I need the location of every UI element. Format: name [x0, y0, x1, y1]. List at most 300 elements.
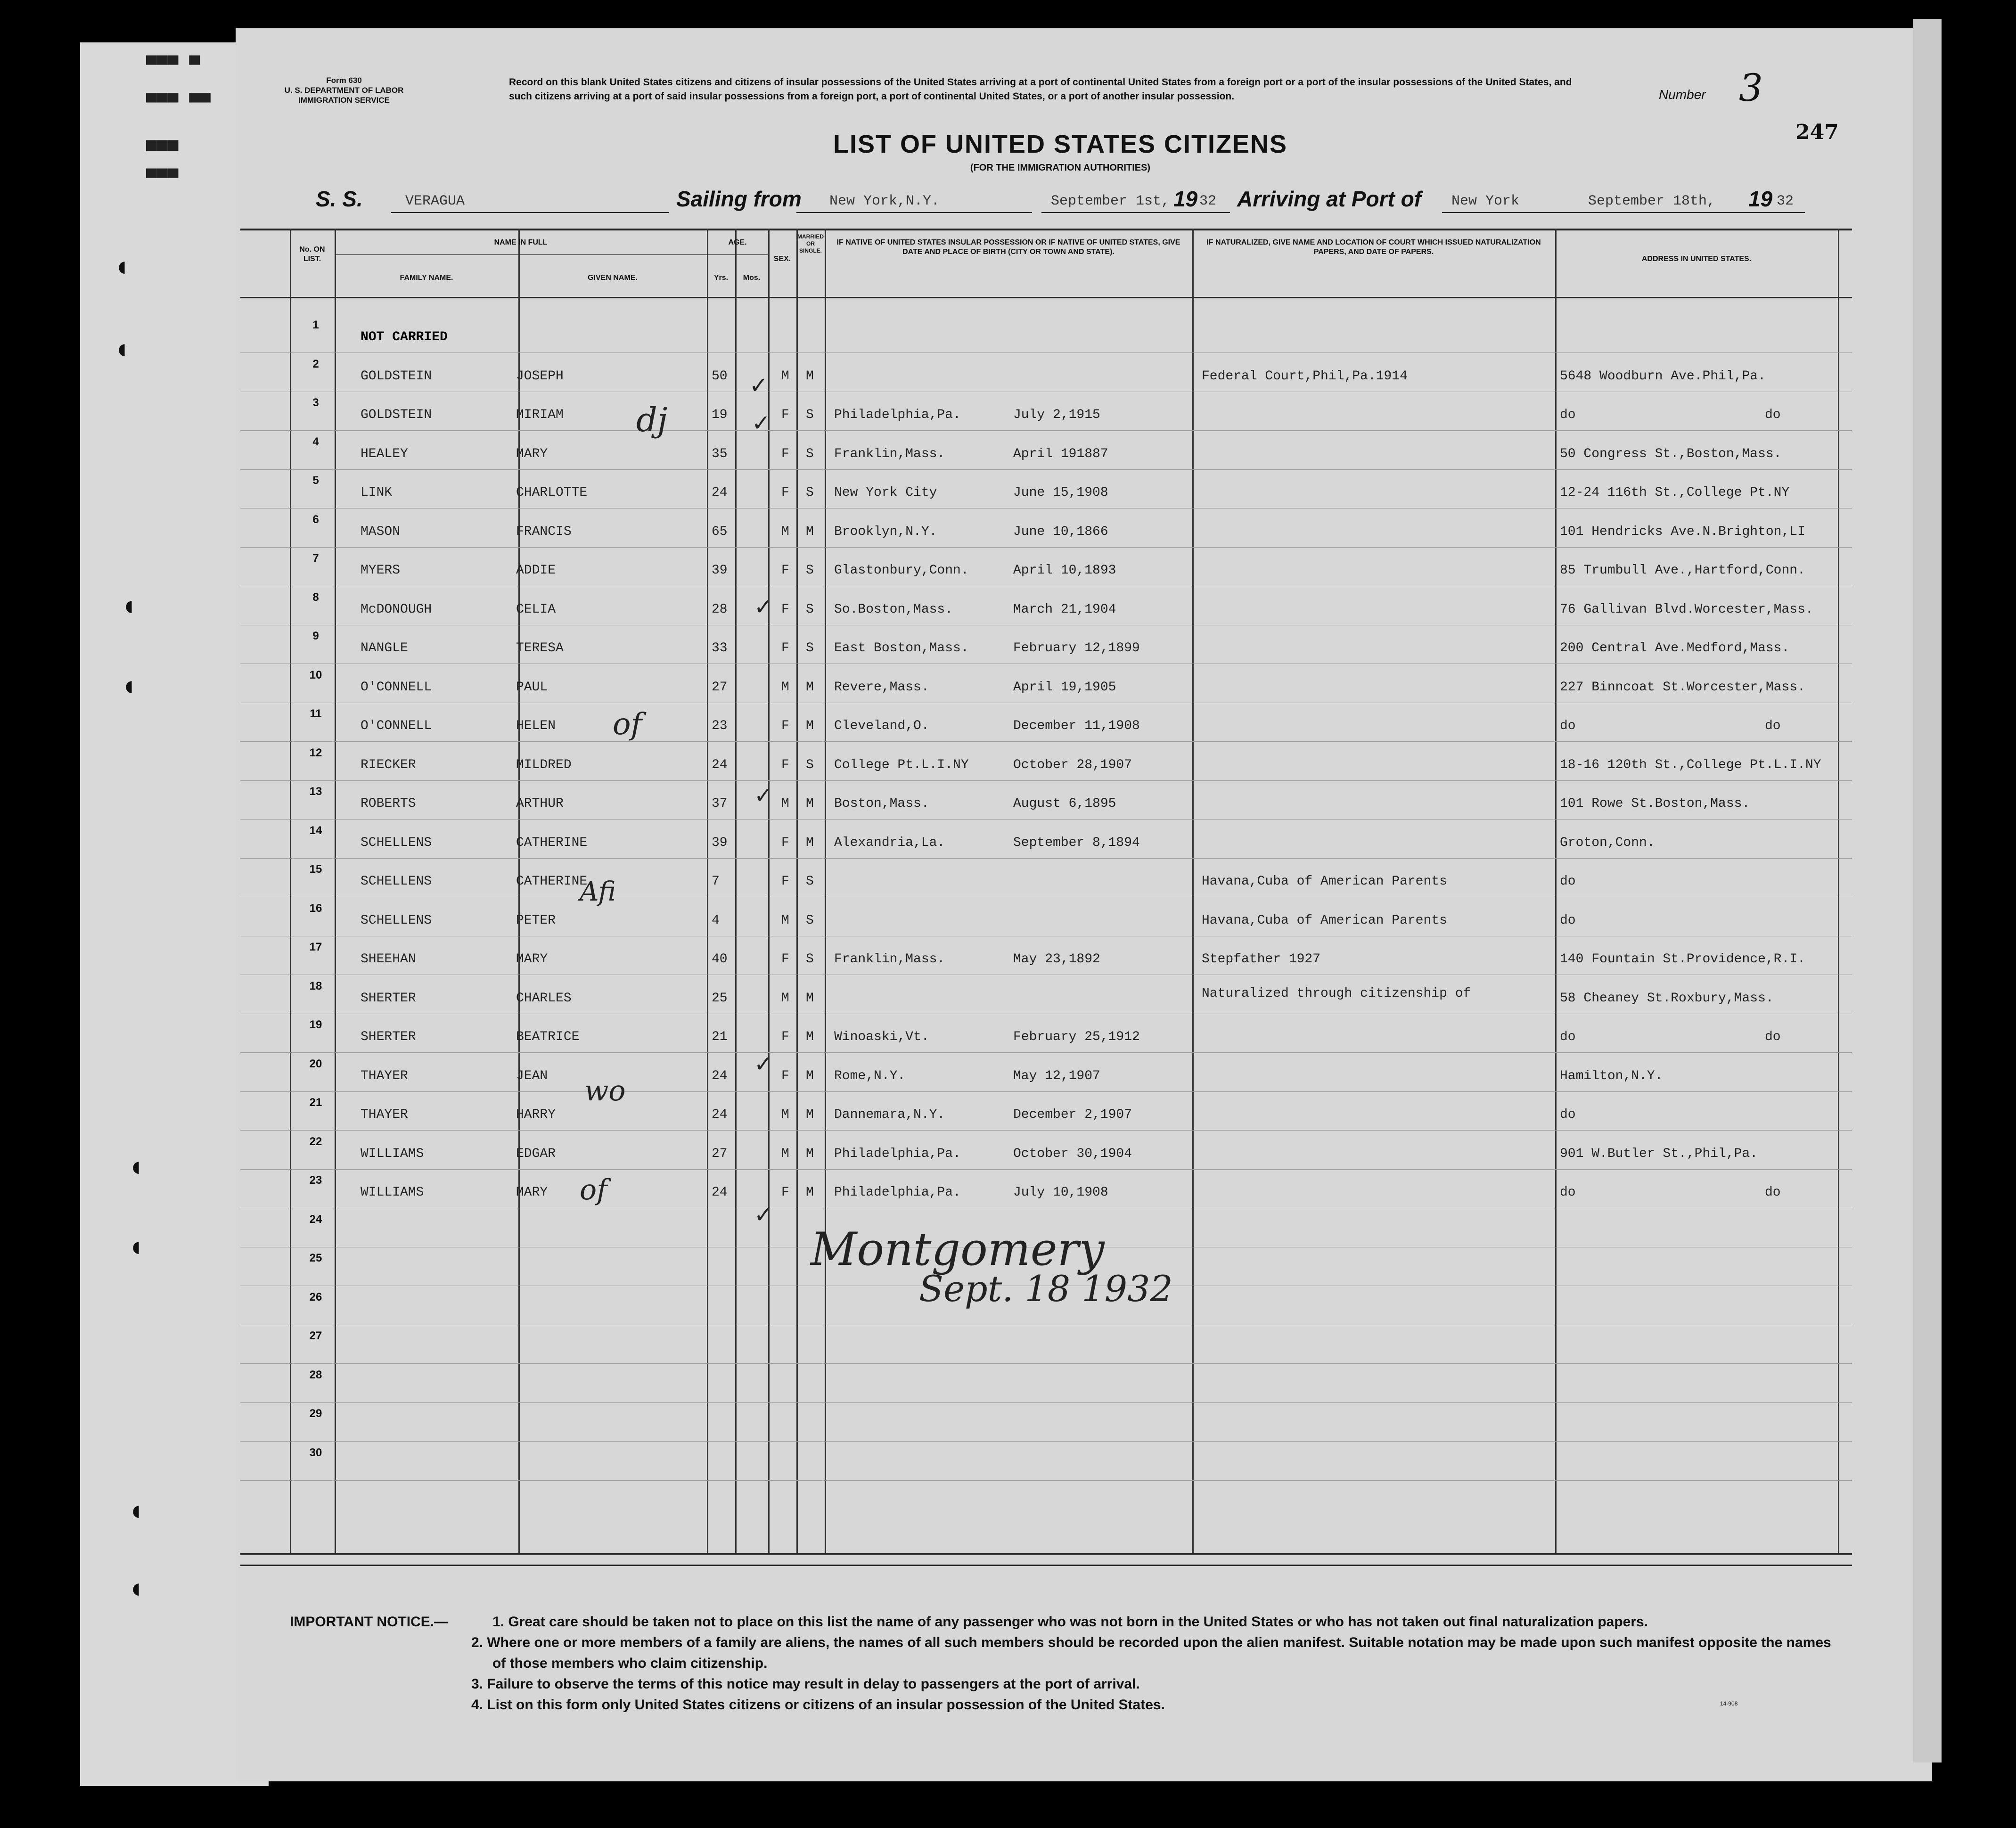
row-number: 30 [309, 1446, 322, 1459]
sheet-number: 247 [1795, 120, 1839, 144]
birth-date: August 6,1895 [1013, 796, 1116, 811]
sailing-label: Sailing from [676, 187, 802, 211]
given-name: CHARLES [516, 991, 572, 1006]
sailing-date-line [1041, 212, 1230, 213]
header-bottom-border [240, 297, 1852, 298]
birth-place: Philadelphia,Pa. [834, 1146, 961, 1161]
age-years: 39 [712, 835, 728, 850]
signature-date: Sept. 18 1932 [919, 1268, 1173, 1310]
row-rule [240, 430, 1852, 431]
tick-mark: ✓ [749, 372, 769, 399]
manifest-table [240, 229, 1852, 1553]
address: 901 W.Butler St.,Phil,Pa. [1560, 1146, 1758, 1161]
notice-divider [240, 1565, 1852, 1566]
marital-status: S [806, 602, 814, 617]
ss-label: S. S. [316, 187, 363, 211]
sex: F [781, 835, 789, 850]
row-number: 5 [312, 474, 319, 487]
sex: F [781, 446, 789, 461]
marital-status: S [806, 874, 814, 889]
row-rule [240, 1091, 1852, 1092]
row-number: 15 [309, 863, 322, 876]
birth-place: Cleveland,O. [834, 719, 929, 733]
tick-mark: ✓ [754, 1202, 773, 1228]
number-value: 3 [1739, 66, 1763, 110]
address: do [1560, 874, 1576, 889]
page-subtitle: (FOR THE IMMIGRATION AUTHORITIES) [970, 163, 1151, 173]
birth-place: Winoaski,Vt. [834, 1030, 929, 1044]
given-name: JOSEPH [516, 369, 564, 384]
header-yrs: Yrs. [713, 274, 729, 282]
sex: F [781, 874, 789, 889]
age-years: 19 [712, 408, 728, 422]
birth-date: July 10,1908 [1013, 1185, 1108, 1200]
officer-signature: Montgomery [811, 1223, 1105, 1276]
sex: M [781, 913, 789, 928]
marital-status: M [806, 835, 814, 850]
naturalization: Naturalized through citizenship of [1202, 986, 1471, 1001]
marital-status: M [806, 369, 814, 384]
row-rule [240, 352, 1852, 353]
family-name: McDONOUGH [361, 602, 432, 617]
row-number: 23 [309, 1174, 322, 1187]
birth-place: Boston,Mass. [834, 796, 929, 811]
family-name: SCHELLENS [361, 835, 432, 850]
binder-punch-mark: ◖ [113, 250, 131, 282]
row-number: 18 [309, 979, 322, 992]
handwritten-initials: Afi [580, 877, 616, 907]
family-name: RIECKER [361, 757, 416, 772]
given-name: CATHERINE [516, 835, 588, 850]
binder-punch-mark: ◖ [120, 670, 138, 701]
row-number: 26 [309, 1290, 322, 1303]
tick-mark: ✓ [754, 782, 773, 809]
address: 101 Hendricks Ave.N.Brighton,LI [1560, 524, 1805, 539]
table-bottom-border [240, 1553, 1852, 1555]
row-number: 8 [312, 590, 319, 604]
notice-item: 2. Where one or more members of a family are aliens, the names of all such members should be recorded upon the alien manifest. Suitable notation may be made upon such manifest opposite the names of those members who claim citizenship. [471, 1635, 1831, 1671]
age-years: 7 [712, 874, 720, 889]
birth-date: June 15,1908 [1013, 485, 1108, 500]
family-name: MYERS [361, 563, 401, 578]
arriving-line [1442, 212, 1805, 213]
row-number: 11 [310, 707, 322, 720]
row-number: 28 [309, 1368, 322, 1381]
naturalization: Stepfather 1927 [1202, 952, 1321, 967]
marital-status: M [806, 1185, 814, 1200]
birth-place: East Boston,Mass. [834, 641, 969, 656]
address: 18-16 120th St.,College Pt.L.I.NY [1560, 757, 1821, 772]
address-ditto: do [1765, 719, 1781, 733]
ship-name: VERAGUA [405, 193, 465, 209]
number-label: Number [1659, 87, 1706, 102]
row-rule [240, 858, 1852, 859]
family-name: WILLIAMS [361, 1146, 424, 1161]
record-instructions: Record on this blank United States citizens and citizens of insular possessions of the United States arriving at a port of continental United States from a foreign port or a port of the insular possessions of the United States, and such citizens arriving at a port of said insular possessions from a foreign port, a port of continental United States, or a port of another insular possession. [509, 77, 1572, 102]
arriving-port: New York [1451, 193, 1520, 209]
sex: F [781, 952, 789, 967]
birth-date: December 2,1907 [1013, 1107, 1132, 1122]
notice-item: 3. Failure to observe the terms of this notice may result in delay to passengers at the port of arrival. [471, 1676, 1140, 1692]
header-sex: SEX. [773, 255, 791, 263]
row-number: 6 [312, 513, 319, 526]
given-name: CHARLOTTE [516, 485, 588, 500]
sailing-from: New York,N.Y. [829, 193, 940, 209]
family-name: SHERTER [361, 991, 416, 1006]
header-given: GIVEN NAME. [588, 274, 638, 282]
naturalization: Havana,Cuba of American Parents [1202, 874, 1447, 889]
family-name: O'CONNELL [361, 680, 432, 695]
age-years: 37 [712, 796, 728, 811]
row-number: 13 [309, 785, 322, 798]
sex: F [781, 602, 789, 617]
header-birth: IF NATIVE OF UNITED STATES INSULAR POSSESSION OR IF NATIVE OF UNITED STATES, GIVE DATE AND PLACE OF BIRTH (CITY OR TOWN AND STATE). [836, 238, 1180, 256]
marital-status: S [806, 485, 814, 500]
binder-punch-mark: ◖ [127, 1230, 145, 1262]
age-years: 24 [712, 1185, 728, 1200]
sex: M [781, 680, 789, 695]
family-name: GOLDSTEIN [361, 408, 432, 422]
family-name: ROBERTS [361, 796, 416, 811]
address-ditto: do [1765, 408, 1781, 422]
handwritten-initials: of [613, 707, 642, 742]
form-number: Form 630 [326, 76, 362, 85]
row-rule [240, 1169, 1852, 1170]
birth-date: April 19,1905 [1013, 680, 1116, 695]
age-years: 23 [712, 719, 728, 733]
column-divider [796, 229, 798, 1553]
given-name: CELIA [516, 602, 556, 617]
birth-date: September 8,1894 [1013, 835, 1140, 850]
sex: M [781, 369, 789, 384]
given-name: BEATRICE [516, 1030, 580, 1044]
row-number: 7 [312, 552, 319, 565]
column-divider [707, 229, 708, 1553]
family-name: MASON [361, 524, 401, 539]
marital-status: M [806, 524, 814, 539]
address: 5648 Woodburn Ave.Phil,Pa. [1560, 369, 1766, 384]
sex: F [781, 1030, 789, 1044]
row-number: 10 [309, 668, 322, 681]
sailing-year-prefix: 19 [1173, 187, 1198, 211]
address: 76 Gallivan Blvd.Worcester,Mass. [1560, 602, 1813, 617]
sailing-year: 32 [1199, 193, 1217, 209]
given-name: HELEN [516, 719, 556, 733]
marital-status: S [806, 641, 814, 656]
age-years: 50 [712, 369, 728, 384]
marital-status: M [806, 719, 814, 733]
given-name: ADDIE [516, 563, 556, 578]
given-name: TERESA [516, 641, 564, 656]
birth-date: February 25,1912 [1013, 1030, 1140, 1044]
birth-place: Franklin,Mass. [834, 952, 945, 967]
address: do [1560, 719, 1576, 733]
given-name: PETER [516, 913, 556, 928]
birth-place: Alexandria,La. [834, 835, 945, 850]
row-rule [240, 780, 1852, 781]
header-naturalized: IF NATURALIZED, GIVE NAME AND LOCATION OF COURT WHICH ISSUED NATURALIZATION PAPERS, AND DATE OF PAPERS. [1206, 238, 1541, 256]
birth-date: October 30,1904 [1013, 1146, 1132, 1161]
binder-punch-mark: ◖ [127, 1150, 145, 1182]
sex: F [781, 757, 789, 772]
given-name: FRANCIS [516, 524, 572, 539]
handwritten-initials: wo [584, 1074, 626, 1107]
row-number: 19 [309, 1018, 322, 1031]
binder-punch-mark: ◖ [127, 1494, 145, 1526]
handwritten-initials: dj [636, 401, 668, 439]
birth-date: March 21,1904 [1013, 602, 1116, 617]
page-right-edge [1913, 19, 1942, 1762]
address: do [1560, 408, 1576, 422]
birth-place: Brooklyn,N.Y. [834, 524, 937, 539]
tick-mark: ✓ [752, 410, 771, 436]
given-name: MIRIAM [516, 408, 564, 422]
column-divider [1555, 229, 1557, 1553]
marital-status: M [806, 1068, 814, 1083]
column-divider [825, 229, 826, 1553]
header-mos: Mos. [743, 274, 761, 282]
marital-status: S [806, 446, 814, 461]
family-name: SCHELLENS [361, 874, 432, 889]
row-rule [240, 741, 1852, 742]
arriving-date: September 18th, [1588, 193, 1716, 209]
birth-place: Philadelphia,Pa. [834, 408, 961, 422]
family-name: NOT CARRIED [361, 330, 448, 344]
notice-item: 1. Great care should be taken not to place on this list the name of any passenger who was not born in the United States or who has not taken out final naturalization papers. [492, 1614, 1648, 1630]
family-name: HEALEY [361, 446, 408, 461]
row-rule [240, 1130, 1852, 1131]
birth-place: College Pt.L.I.NY [834, 757, 969, 772]
family-name: WILLIAMS [361, 1185, 424, 1200]
binder-punch-mark: ◖ [127, 1572, 145, 1604]
row-number: 2 [312, 357, 319, 370]
header-married: MARRIED OR SINGLE. [797, 233, 824, 254]
ship-name-line [391, 212, 669, 213]
address: 140 Fountain St.Providence,R.I. [1560, 952, 1805, 967]
row-number: 4 [312, 435, 319, 448]
age-years: 4 [712, 913, 720, 928]
age-years: 21 [712, 1030, 728, 1044]
important-notice [290, 1612, 1845, 1715]
age-years: 28 [712, 602, 728, 617]
given-name: JEAN [516, 1068, 548, 1083]
column-divider [290, 229, 291, 1553]
sex: M [781, 1146, 789, 1161]
row-number: 29 [309, 1407, 322, 1420]
column-divider [335, 229, 336, 1553]
marital-status: M [806, 1107, 814, 1122]
address: do [1560, 1185, 1576, 1200]
notice-item: 4. List on this form only United States citizens or citizens of an insular possession of the United States. [471, 1697, 1165, 1713]
address: 50 Congress St.,Boston,Mass. [1560, 446, 1782, 461]
birth-place: Franklin,Mass. [834, 446, 945, 461]
birth-date: May 23,1892 [1013, 952, 1100, 967]
header-subline [335, 254, 707, 255]
age-years: 24 [712, 1068, 728, 1083]
given-name: EDGAR [516, 1146, 556, 1161]
family-name: SHERTER [361, 1030, 416, 1044]
family-name: O'CONNELL [361, 719, 432, 733]
row-number: 9 [312, 630, 319, 642]
handwritten-initials: of [580, 1173, 607, 1206]
table-top-border [240, 229, 1852, 230]
sex: F [781, 408, 789, 422]
header-subline [707, 254, 768, 255]
age-years: 24 [712, 757, 728, 772]
form-identifier [273, 75, 415, 105]
row-number: 16 [309, 902, 322, 915]
row-rule [240, 1052, 1852, 1053]
row-number: 27 [309, 1329, 322, 1342]
age-years: 27 [712, 680, 728, 695]
age-years: 33 [712, 641, 728, 656]
address: Groton,Conn. [1560, 835, 1655, 850]
sex: F [781, 719, 789, 733]
family-name: THAYER [361, 1068, 408, 1083]
age-years: 35 [712, 446, 728, 461]
family-name: LINK [361, 485, 393, 500]
row-rule [240, 1363, 1852, 1364]
address: do [1560, 913, 1576, 928]
sex: F [781, 1185, 789, 1200]
marital-status: S [806, 563, 814, 578]
row-rule [240, 547, 1852, 548]
header-age: AGE. [728, 238, 747, 246]
row-rule [240, 1441, 1852, 1442]
sailing-date: September 1st, [1051, 193, 1170, 209]
row-number: 17 [309, 941, 322, 953]
address: 227 Binncoat St.Worcester,Mass. [1560, 680, 1805, 695]
sex: F [781, 485, 789, 500]
address: Hamilton,N.Y. [1560, 1068, 1663, 1083]
service-name: IMMIGRATION SERVICE [298, 96, 390, 105]
arriving-label: Arriving at Port of [1237, 187, 1422, 211]
form-code: 14-908 [1720, 1700, 1738, 1707]
family-name: SHEEHAN [361, 952, 416, 967]
header-no: No. ON LIST. [299, 246, 325, 263]
row-number: 1 [312, 319, 319, 331]
given-name: PAUL [516, 680, 548, 695]
column-divider [1838, 229, 1839, 1553]
binder-punch-mark: ◖ [113, 333, 131, 364]
tick-mark: ✓ [754, 594, 773, 620]
birth-place: Philadelphia,Pa. [834, 1185, 961, 1200]
sex: M [781, 524, 789, 539]
row-rule [240, 469, 1852, 470]
given-name: MILDRED [516, 757, 572, 772]
given-name: ARTHUR [516, 796, 564, 811]
address: do [1560, 1107, 1576, 1122]
header-name: NAME IN FULL [494, 238, 548, 246]
page-title: LIST OF UNITED STATES CITIZENS [833, 130, 1287, 158]
arriving-year: 32 [1777, 193, 1794, 209]
given-name: MARY [516, 446, 548, 461]
given-name: MARY [516, 1185, 548, 1200]
marital-status: M [806, 680, 814, 695]
column-divider [735, 229, 737, 1553]
address: 12-24 116th St.,College Pt.NY [1560, 485, 1790, 500]
marital-status: S [806, 408, 814, 422]
row-number: 20 [309, 1057, 322, 1070]
birth-place: Dannemara,N.Y. [834, 1107, 945, 1122]
naturalization: Havana,Cuba of American Parents [1202, 913, 1447, 928]
birth-date: December 11,1908 [1013, 719, 1140, 733]
given-name: CATHERINE [516, 874, 588, 889]
sailing-from-line [796, 212, 1032, 213]
department-name: U. S. DEPARTMENT OF LABOR [284, 86, 404, 95]
row-number: 14 [309, 824, 322, 837]
family-name: GOLDSTEIN [361, 369, 432, 384]
birth-date: June 10,1866 [1013, 524, 1108, 539]
sex: F [781, 1068, 789, 1083]
notice-label: IMPORTANT NOTICE.— [290, 1614, 449, 1630]
address-ditto: do [1765, 1030, 1781, 1044]
marital-status: S [806, 913, 814, 928]
address: 58 Cheaney St.Roxbury,Mass. [1560, 991, 1774, 1006]
row-rule [240, 1480, 1852, 1481]
family-name: NANGLE [361, 641, 408, 656]
birth-place: Revere,Mass. [834, 680, 929, 695]
given-name: MARY [516, 952, 548, 967]
age-years: 40 [712, 952, 728, 967]
given-name: HARRY [516, 1107, 556, 1122]
marital-status: M [806, 991, 814, 1006]
age-years: 39 [712, 563, 728, 578]
row-number: 3 [312, 396, 319, 409]
birth-date: July 2,1915 [1013, 408, 1100, 422]
row-number: 22 [309, 1135, 322, 1148]
marital-status: M [806, 1146, 814, 1161]
naturalization: Federal Court,Phil,Pa.1914 [1202, 369, 1408, 384]
sex: F [781, 641, 789, 656]
age-years: 27 [712, 1146, 728, 1161]
marital-status: M [806, 796, 814, 811]
family-name: THAYER [361, 1107, 408, 1122]
column-divider [1192, 229, 1194, 1553]
row-number: 24 [309, 1213, 322, 1226]
underlying-sheet-marks: ▀▀▀ ▀ ▀▀▀ ▀▀ ▄▄▄ ▀▀▀ [146, 56, 211, 189]
address: 101 Rowe St.Boston,Mass. [1560, 796, 1750, 811]
address: 85 Trumbull Ave.,Hartford,Conn. [1560, 563, 1805, 578]
birth-date: October 28,1907 [1013, 757, 1132, 772]
age-years: 25 [712, 991, 728, 1006]
birth-place: Rome,N.Y. [834, 1068, 906, 1083]
marital-status: S [806, 952, 814, 967]
sex: M [781, 1107, 789, 1122]
row-number: 21 [309, 1096, 322, 1109]
age-years: 65 [712, 524, 728, 539]
sex: F [781, 563, 789, 578]
birth-date: April 191887 [1013, 446, 1108, 461]
column-divider [518, 229, 520, 1553]
birth-place: New York City [834, 485, 937, 500]
row-number: 12 [309, 746, 322, 759]
row-rule [240, 819, 1852, 820]
marital-status: S [806, 757, 814, 772]
birth-date: May 12,1907 [1013, 1068, 1100, 1083]
address: 200 Central Ave.Medford,Mass. [1560, 641, 1790, 656]
header-family: FAMILY NAME. [400, 274, 453, 282]
age-years: 24 [712, 1107, 728, 1122]
header-address: ADDRESS IN UNITED STATES. [1641, 255, 1752, 263]
marital-status: M [806, 1030, 814, 1044]
tick-mark: ✓ [754, 1051, 773, 1077]
binder-punch-mark: ◖ [120, 590, 138, 621]
birth-date: April 10,1893 [1013, 563, 1116, 578]
age-years: 24 [712, 485, 728, 500]
family-name: SCHELLENS [361, 913, 432, 928]
birth-date: February 12,1899 [1013, 641, 1140, 656]
